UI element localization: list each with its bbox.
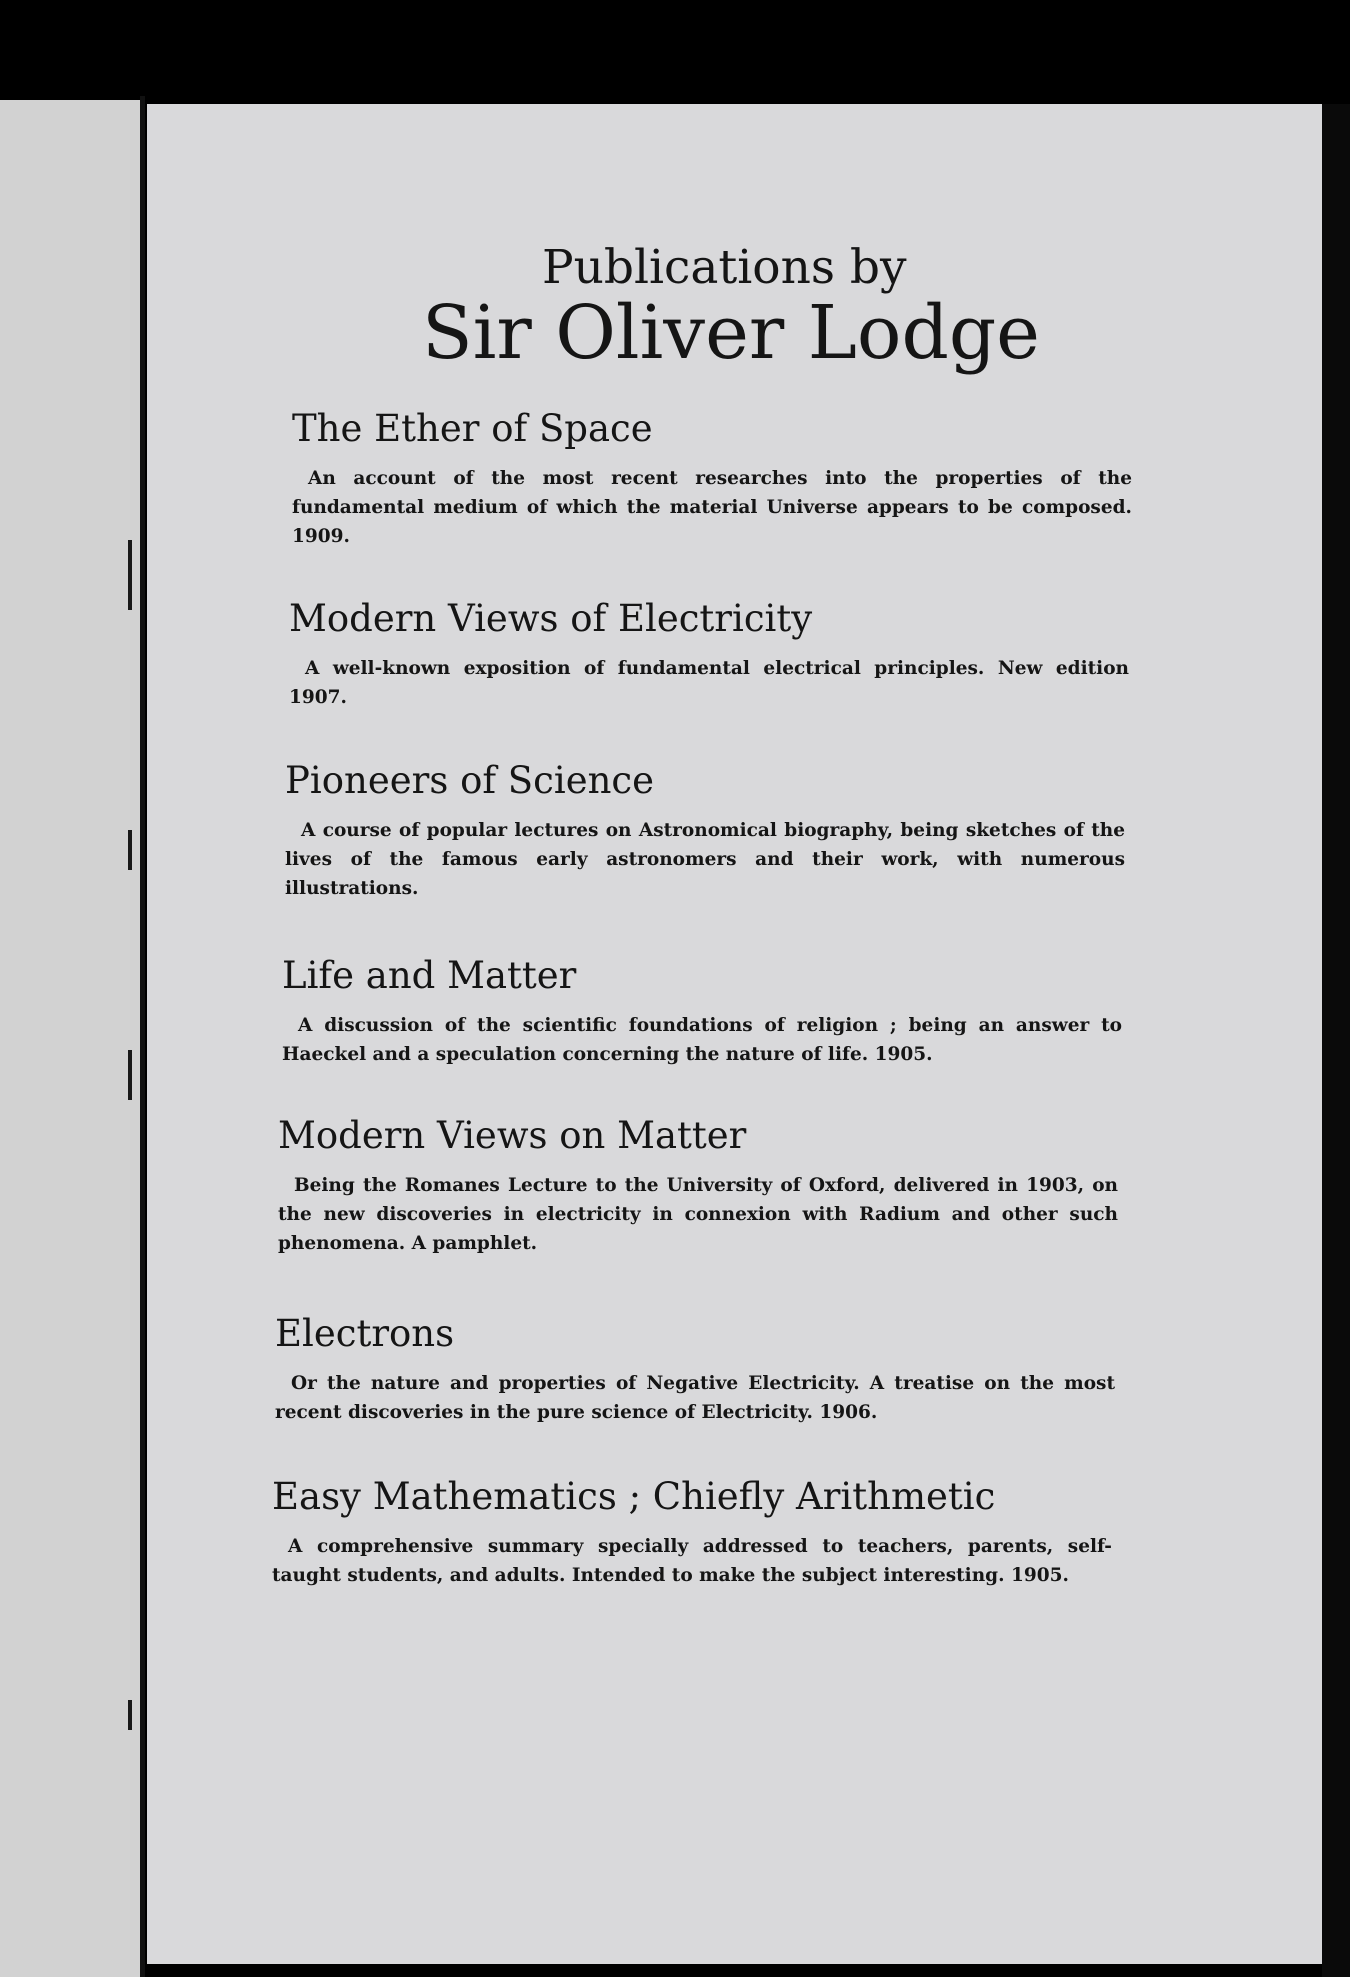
- publication-description: A well-known exposition of fundamental electrical principles. New edition 1907.: [289, 657, 1129, 708]
- publication-entry: [272, 1477, 1112, 1590]
- publication-title: Modern Views of Electricity: [289, 597, 813, 640]
- document-page: [147, 104, 1322, 1964]
- publication-description: A comprehensive summary specially addressed to teachers, parents, self-taught students, and adults. Intended to make the subject interesting. 1905.: [272, 1535, 1112, 1586]
- publication-entry: [285, 761, 1125, 903]
- publication-title: Life and Matter: [282, 954, 577, 997]
- publication-title: Electrons: [275, 1312, 455, 1355]
- publication-entry: [278, 1116, 1118, 1258]
- publication-title: The Ether of Space: [292, 407, 653, 450]
- publication-title: Modern Views on Matter: [278, 1114, 747, 1157]
- binding-mark: [128, 1700, 132, 1730]
- heading-publications-by: Publications by: [542, 240, 907, 295]
- publication-entry: [292, 409, 1132, 551]
- publication-entry: [282, 956, 1122, 1069]
- publication-description: Or the nature and properties of Negative Electricity. A treatise on the most recent discoveries in the pure science of Electricity. 1906.: [275, 1372, 1115, 1423]
- publication-description: An account of the most recent researches into the properties of the fundamental medium of which the material Universe appears to be composed. 1909.: [292, 467, 1132, 547]
- publication-description: A discussion of the scientific foundations of religion ; being an answer to Haeckel and a speculation concerning the nature of life. 1905.: [282, 1014, 1122, 1065]
- right-page-edge: [1322, 104, 1350, 1977]
- publication-entry: [275, 1314, 1115, 1427]
- binding-mark: [128, 1050, 132, 1100]
- page-spine: [140, 96, 145, 1977]
- publication-description: A course of popular lectures on Astronomical biography, being sketches of the lives of the famous early astronomers and their work, with numerous illustrations.: [285, 819, 1125, 899]
- binding-mark: [128, 830, 132, 870]
- publication-description: Being the Romanes Lecture to the University of Oxford, delivered in 1903, on the new discoveries in electricity in connexion with Radium and other such phenomena. A pamphlet.: [278, 1174, 1118, 1254]
- heading-author-name: Sir Oliver Lodge: [422, 290, 1040, 376]
- binding-mark: [128, 540, 132, 610]
- publication-title: Pioneers of Science: [285, 759, 655, 802]
- publication-entry: [289, 599, 1129, 712]
- publication-title: Easy Mathematics ; Chiefly Arithmetic: [272, 1475, 996, 1518]
- facing-page-edge: [0, 100, 142, 1977]
